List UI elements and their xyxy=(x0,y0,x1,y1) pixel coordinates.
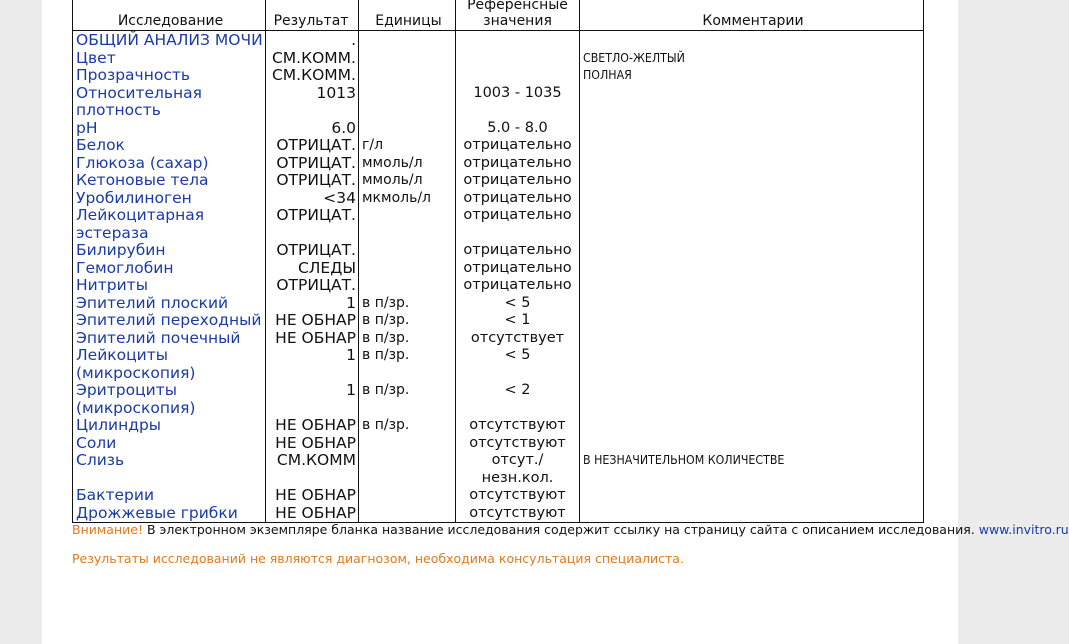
result-value: СМ.КОММ. xyxy=(266,50,359,68)
test-name-link[interactable]: ОБЩИЙ АНАЛИЗ МОЧИ xyxy=(73,31,266,50)
test-name-link[interactable]: Соли xyxy=(73,435,266,453)
unit-value: в п/зр. xyxy=(359,417,456,435)
comment-value xyxy=(580,277,924,295)
result-value: НЕ ОБНАР xyxy=(266,435,359,453)
reference-value: отсутствуют xyxy=(456,417,580,435)
header-reference-line2: значения xyxy=(483,13,552,29)
warning-text: В электронном экземпляре бланка название исследования содержит ссылку на страницу сайта с описанием исследования. xyxy=(142,522,979,537)
result-value: НЕ ОБНАР xyxy=(266,417,359,435)
table-row xyxy=(73,207,924,242)
unit-value xyxy=(359,487,456,505)
reference-value: < 1 xyxy=(456,312,580,330)
test-name-link[interactable]: Прозрачность xyxy=(73,67,266,85)
test-name-link[interactable]: Эпителий плоский xyxy=(73,295,266,313)
result-value: ОТРИЦАТ. xyxy=(266,137,359,155)
result-value: СМ.КОММ xyxy=(266,452,359,487)
table-row xyxy=(73,330,924,348)
result-value: НЕ ОБНАР xyxy=(266,330,359,348)
test-name-link[interactable]: Бактерии xyxy=(73,487,266,505)
table-row xyxy=(73,190,924,208)
test-name-link[interactable]: Кетоновые тела xyxy=(73,172,266,190)
table-row xyxy=(73,382,924,417)
header-reference xyxy=(456,0,580,31)
unit-value: в п/зр. xyxy=(359,330,456,348)
unit-value xyxy=(359,277,456,295)
table-row xyxy=(73,85,924,120)
test-name-link[interactable]: Лейкоцитарная эстераза xyxy=(73,207,266,242)
unit-value: в п/зр. xyxy=(359,347,456,382)
table-row xyxy=(73,312,924,330)
unit-value: в п/зр. xyxy=(359,312,456,330)
unit-value xyxy=(359,120,456,138)
table-row xyxy=(73,137,924,155)
comment-value xyxy=(580,120,924,138)
unit-value: ммоль/л xyxy=(359,172,456,190)
header-test: Исследование xyxy=(73,0,266,31)
result-value: ОТРИЦАТ. xyxy=(266,172,359,190)
result-value: СЛЕДЫ xyxy=(266,260,359,278)
unit-value: г/л xyxy=(359,137,456,155)
reference-value: отрицательно xyxy=(456,260,580,278)
table-row xyxy=(73,155,924,173)
reference-value: < 5 xyxy=(456,347,580,382)
result-value: 1 xyxy=(266,347,359,382)
header-reference-line1: Референсные xyxy=(467,0,568,13)
reference-value xyxy=(456,31,580,50)
table-row xyxy=(73,242,924,260)
table-row xyxy=(73,452,924,487)
table-row xyxy=(73,505,924,523)
table-row xyxy=(73,347,924,382)
table-row xyxy=(73,295,924,313)
unit-value xyxy=(359,242,456,260)
reference-value: < 5 xyxy=(456,295,580,313)
warning-label: Внимание! xyxy=(72,522,143,537)
result-value: ОТРИЦАТ. xyxy=(266,242,359,260)
result-value: 1013 xyxy=(266,85,359,120)
test-name-link[interactable]: Уробилиноген xyxy=(73,190,266,208)
test-name-link[interactable]: Эритроциты (микроскопия) xyxy=(73,382,266,417)
test-name-link[interactable]: Эпителий почечный xyxy=(73,330,266,348)
header-result: Результат xyxy=(266,0,359,31)
reference-value: отсут./незн.кол. xyxy=(456,452,580,487)
result-value: ОТРИЦАТ. xyxy=(266,207,359,242)
unit-value: ммоль/л xyxy=(359,155,456,173)
result-value: 1 xyxy=(266,382,359,417)
comment-value xyxy=(580,242,924,260)
comment-value xyxy=(580,417,924,435)
test-name-link[interactable]: Слизь xyxy=(73,452,266,487)
unit-value: в п/зр. xyxy=(359,295,456,313)
reference-value: отсутствуют xyxy=(456,435,580,453)
test-name-link[interactable]: Глюкоза (сахар) xyxy=(73,155,266,173)
test-name-link[interactable]: Цвет xyxy=(73,50,266,68)
table-row xyxy=(73,120,924,138)
reference-value: < 2 xyxy=(456,382,580,417)
test-name-link[interactable]: Нитриты xyxy=(73,277,266,295)
test-name-link[interactable]: Дрожжевые грибки xyxy=(73,505,266,523)
comment-value xyxy=(580,312,924,330)
reference-value: 5.0 - 8.0 xyxy=(456,120,580,138)
comment-value: СВЕТЛО-ЖЕЛТЫЙ xyxy=(580,50,924,68)
result-value: <34 xyxy=(266,190,359,208)
table-row xyxy=(73,50,924,68)
reference-value xyxy=(456,67,580,85)
site-link[interactable]: www.invitro.ru xyxy=(978,522,1069,537)
comment-value xyxy=(580,190,924,208)
comment-value xyxy=(580,487,924,505)
warning-note xyxy=(72,522,1069,537)
table-row xyxy=(73,260,924,278)
reference-value: отсутствуют xyxy=(456,505,580,523)
result-value: НЕ ОБНАР xyxy=(266,312,359,330)
header-units: Единицы xyxy=(359,0,456,31)
test-name-link[interactable]: Гемоглобин xyxy=(73,260,266,278)
result-value: СМ.КОММ. xyxy=(266,67,359,85)
reference-value: отрицательно xyxy=(456,277,580,295)
table-header-row xyxy=(73,0,924,31)
comment-value xyxy=(580,295,924,313)
comment-value xyxy=(580,172,924,190)
table-body xyxy=(73,31,924,523)
test-name-link[interactable]: Эпителий переходный xyxy=(73,312,266,330)
comment-value xyxy=(580,382,924,417)
unit-value xyxy=(359,85,456,120)
unit-value xyxy=(359,260,456,278)
unit-value: в п/зр. xyxy=(359,382,456,417)
unit-value xyxy=(359,505,456,523)
disclaimer-note: Результаты исследований не являются диагнозом, необходима консультация специалиста. xyxy=(72,551,684,566)
reference-value: отсутствуют xyxy=(456,487,580,505)
result-value: . xyxy=(266,31,359,50)
unit-value xyxy=(359,207,456,242)
comment-value xyxy=(580,137,924,155)
test-name-link[interactable]: Относительная плотность xyxy=(73,85,266,120)
notes-section xyxy=(72,522,1069,566)
reference-value: отрицательно xyxy=(456,190,580,208)
results-table xyxy=(72,0,924,523)
comment-value xyxy=(580,505,924,523)
unit-value xyxy=(359,452,456,487)
table-row xyxy=(73,31,924,50)
comment-value xyxy=(580,330,924,348)
comment-value xyxy=(580,85,924,120)
result-value: ОТРИЦАТ. xyxy=(266,277,359,295)
reference-value: 1003 - 1035 xyxy=(456,85,580,120)
reference-value: отрицательно xyxy=(456,242,580,260)
unit-value xyxy=(359,67,456,85)
comment-value xyxy=(580,347,924,382)
test-name-link[interactable]: Лейкоциты (микроскопия) xyxy=(73,347,266,382)
result-value: ОТРИЦАТ. xyxy=(266,155,359,173)
comment-value xyxy=(580,31,924,50)
reference-value: отрицательно xyxy=(456,172,580,190)
unit-value xyxy=(359,435,456,453)
comment-value xyxy=(580,435,924,453)
comment-value: ПОЛНАЯ xyxy=(580,67,924,85)
table-row xyxy=(73,487,924,505)
reference-value: отсутствует xyxy=(456,330,580,348)
comment-value xyxy=(580,260,924,278)
test-name-link[interactable]: Цилиндры xyxy=(73,417,266,435)
test-name-link[interactable]: Белок xyxy=(73,137,266,155)
reference-value xyxy=(456,50,580,68)
table-row xyxy=(73,435,924,453)
reference-value: отрицательно xyxy=(456,155,580,173)
comment-value: В НЕЗНАЧИТЕЛЬНОМ КОЛИЧЕСТВЕ xyxy=(580,452,924,487)
unit-value: мкмоль/л xyxy=(359,190,456,208)
header-comment: Комментарии xyxy=(580,0,924,31)
comment-value xyxy=(580,155,924,173)
comment-value xyxy=(580,207,924,242)
table-row xyxy=(73,67,924,85)
reference-value: отрицательно xyxy=(456,207,580,242)
result-value: НЕ ОБНАР xyxy=(266,487,359,505)
unit-value xyxy=(359,50,456,68)
test-name-link[interactable]: Билирубин xyxy=(73,242,266,260)
unit-value xyxy=(359,31,456,50)
table-row xyxy=(73,417,924,435)
result-value: 1 xyxy=(266,295,359,313)
result-value: НЕ ОБНАР xyxy=(266,505,359,523)
table-row xyxy=(73,277,924,295)
result-value: 6.0 xyxy=(266,120,359,138)
table-row xyxy=(73,172,924,190)
reference-value: отрицательно xyxy=(456,137,580,155)
test-name-link[interactable]: pH xyxy=(73,120,266,138)
